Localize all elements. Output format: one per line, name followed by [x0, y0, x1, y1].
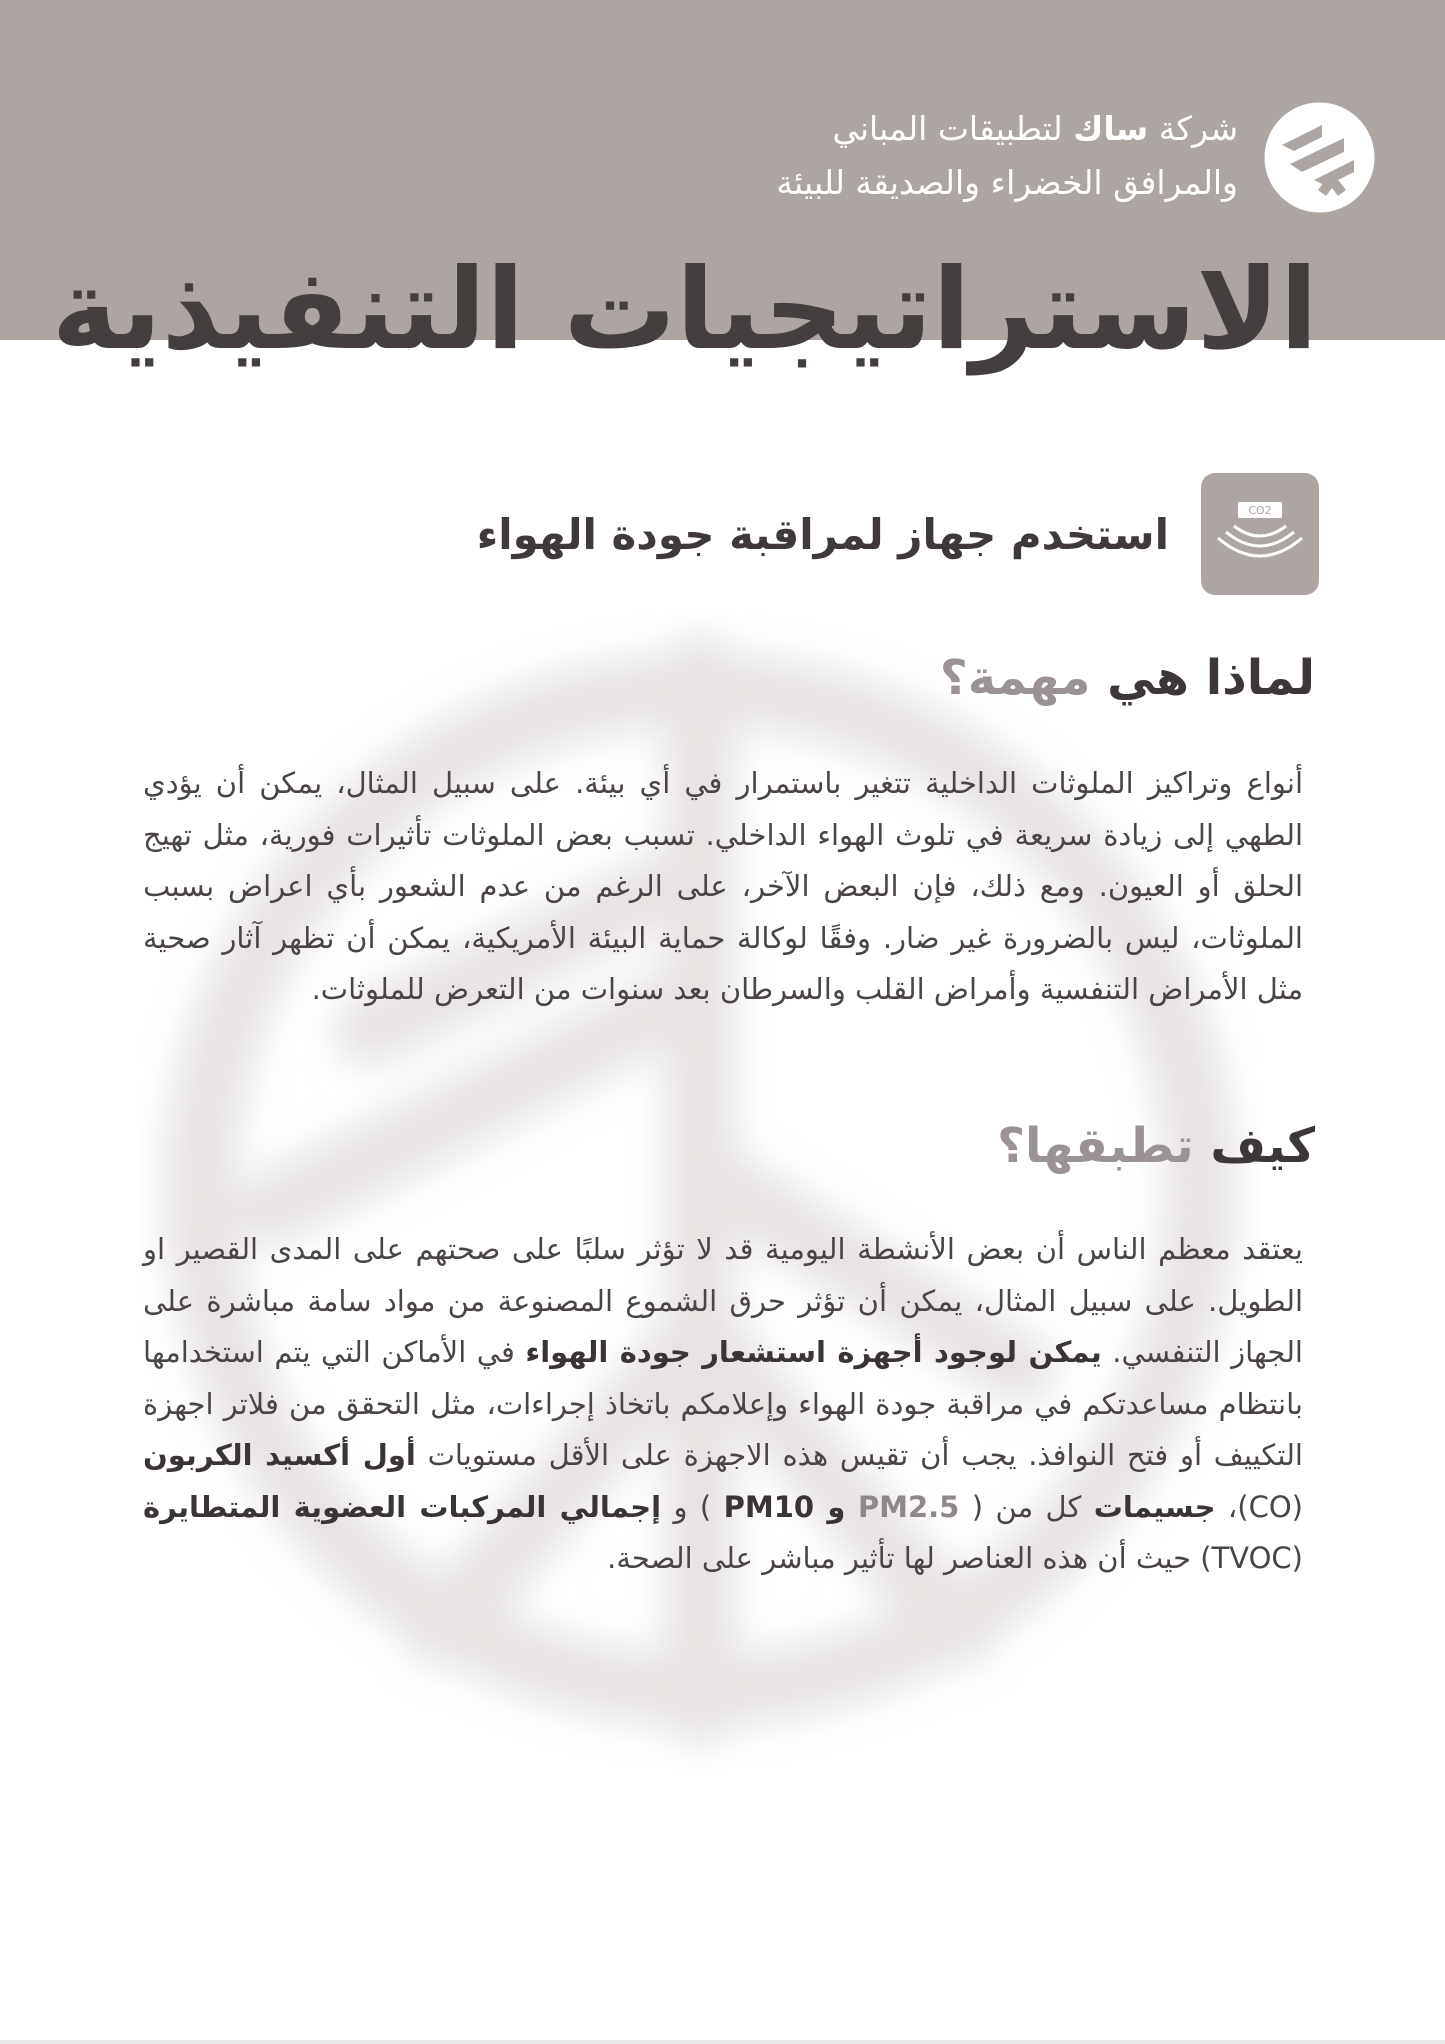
highlight-particles: جسيمات [1093, 1489, 1216, 1524]
how-paragraph: يعتقد معظم الناس أن بعض الأنشطة اليومية قد لا تؤثر سلبًا على صحتهم على المدى القصير او الطويل. على سبيل المثال، يمكن أن تؤثر حرق الشموع المصنوعة من مواد سامة مباشرة على الجهاز التنفسي. يمكن لوجود أجهزة استشعار جودة الهواء في الأماكن التي يتم استخدامها بانتظام مساعدتكم في مراقبة جودة الهواء وإعلامكم باتخاذ إجراءات، مثل التحقق من فلاتر اجهزة التكييف أو فتح النوافذ. يجب أن تقيس هذه الاجهزة على الأقل مستويات أول أكسيد الكربون (CO)، جسيمات كل من ( PM2.5 و PM10 ) و إجمالي المركبات العضوية المتطايرة (TVOC) حيث أن هذه العناصر لها تأثير مباشر على الصحة. [143, 1232, 1303, 1575]
svg-text:CO2: CO2 [1248, 504, 1272, 517]
company-line-2: والمرافق الخضراء والصديقة للبيئة [776, 163, 1238, 202]
strategy-header [477, 472, 1319, 596]
how-heading: كيف تطبقها؟ [997, 1118, 1315, 1174]
highlight-pm25: PM2.5 [857, 1489, 960, 1524]
sak-logo-icon [1262, 100, 1377, 215]
section-title: استخدم جهاز لمراقبة جودة الهواء [476, 509, 1169, 559]
company-line-1: شركة ساك لتطبيقات المباني [832, 109, 1238, 148]
air-quality-icon-box [1201, 473, 1319, 595]
page-bottom-divider [0, 2040, 1445, 2044]
co2-sensor-icon [1212, 494, 1308, 574]
company-name-block [776, 102, 1238, 210]
page-title: الاستراتيجيات التنفيذية [51, 245, 1318, 375]
highlight-pm10: و PM10 [723, 1489, 846, 1524]
why-heading: لماذا هي مهمة؟ [939, 650, 1315, 706]
why-paragraph: أنواع وتراكيز الملوثات الداخلية تتغير باستمرار في أي بيئة. على سبيل المثال، يمكن أن يؤدي الطهي إلى زيادة سريعة في تلوث الهواء الداخلي. تسبب بعض الملوثات تأثيرات فورية، مثل تهيج الحلق أو العيون. ومع ذلك، فإن البعض الآخر، على الرغم من عدم الشعور بأي اعراض بسبب الملوثات، ليس بالضرورة غير ضار. وفقًا لوكالة حماية البيئة الأمريكية، يمكن أن تظهر آثار صحية مثل الأمراض التنفسية وأمراض القلب والسرطان بعد سنوات من التعرض للملوثات. [143, 766, 1303, 1006]
company-name: ساك [1073, 109, 1149, 148]
highlight-sensors: يمكن لوجود أجهزة استشعار جودة الهواء [525, 1335, 1102, 1369]
highlight-co: أول أكسيد الكربون [143, 1438, 416, 1472]
highlight-tvoc: إجمالي المركبات العضوية المتطايرة [143, 1489, 662, 1524]
